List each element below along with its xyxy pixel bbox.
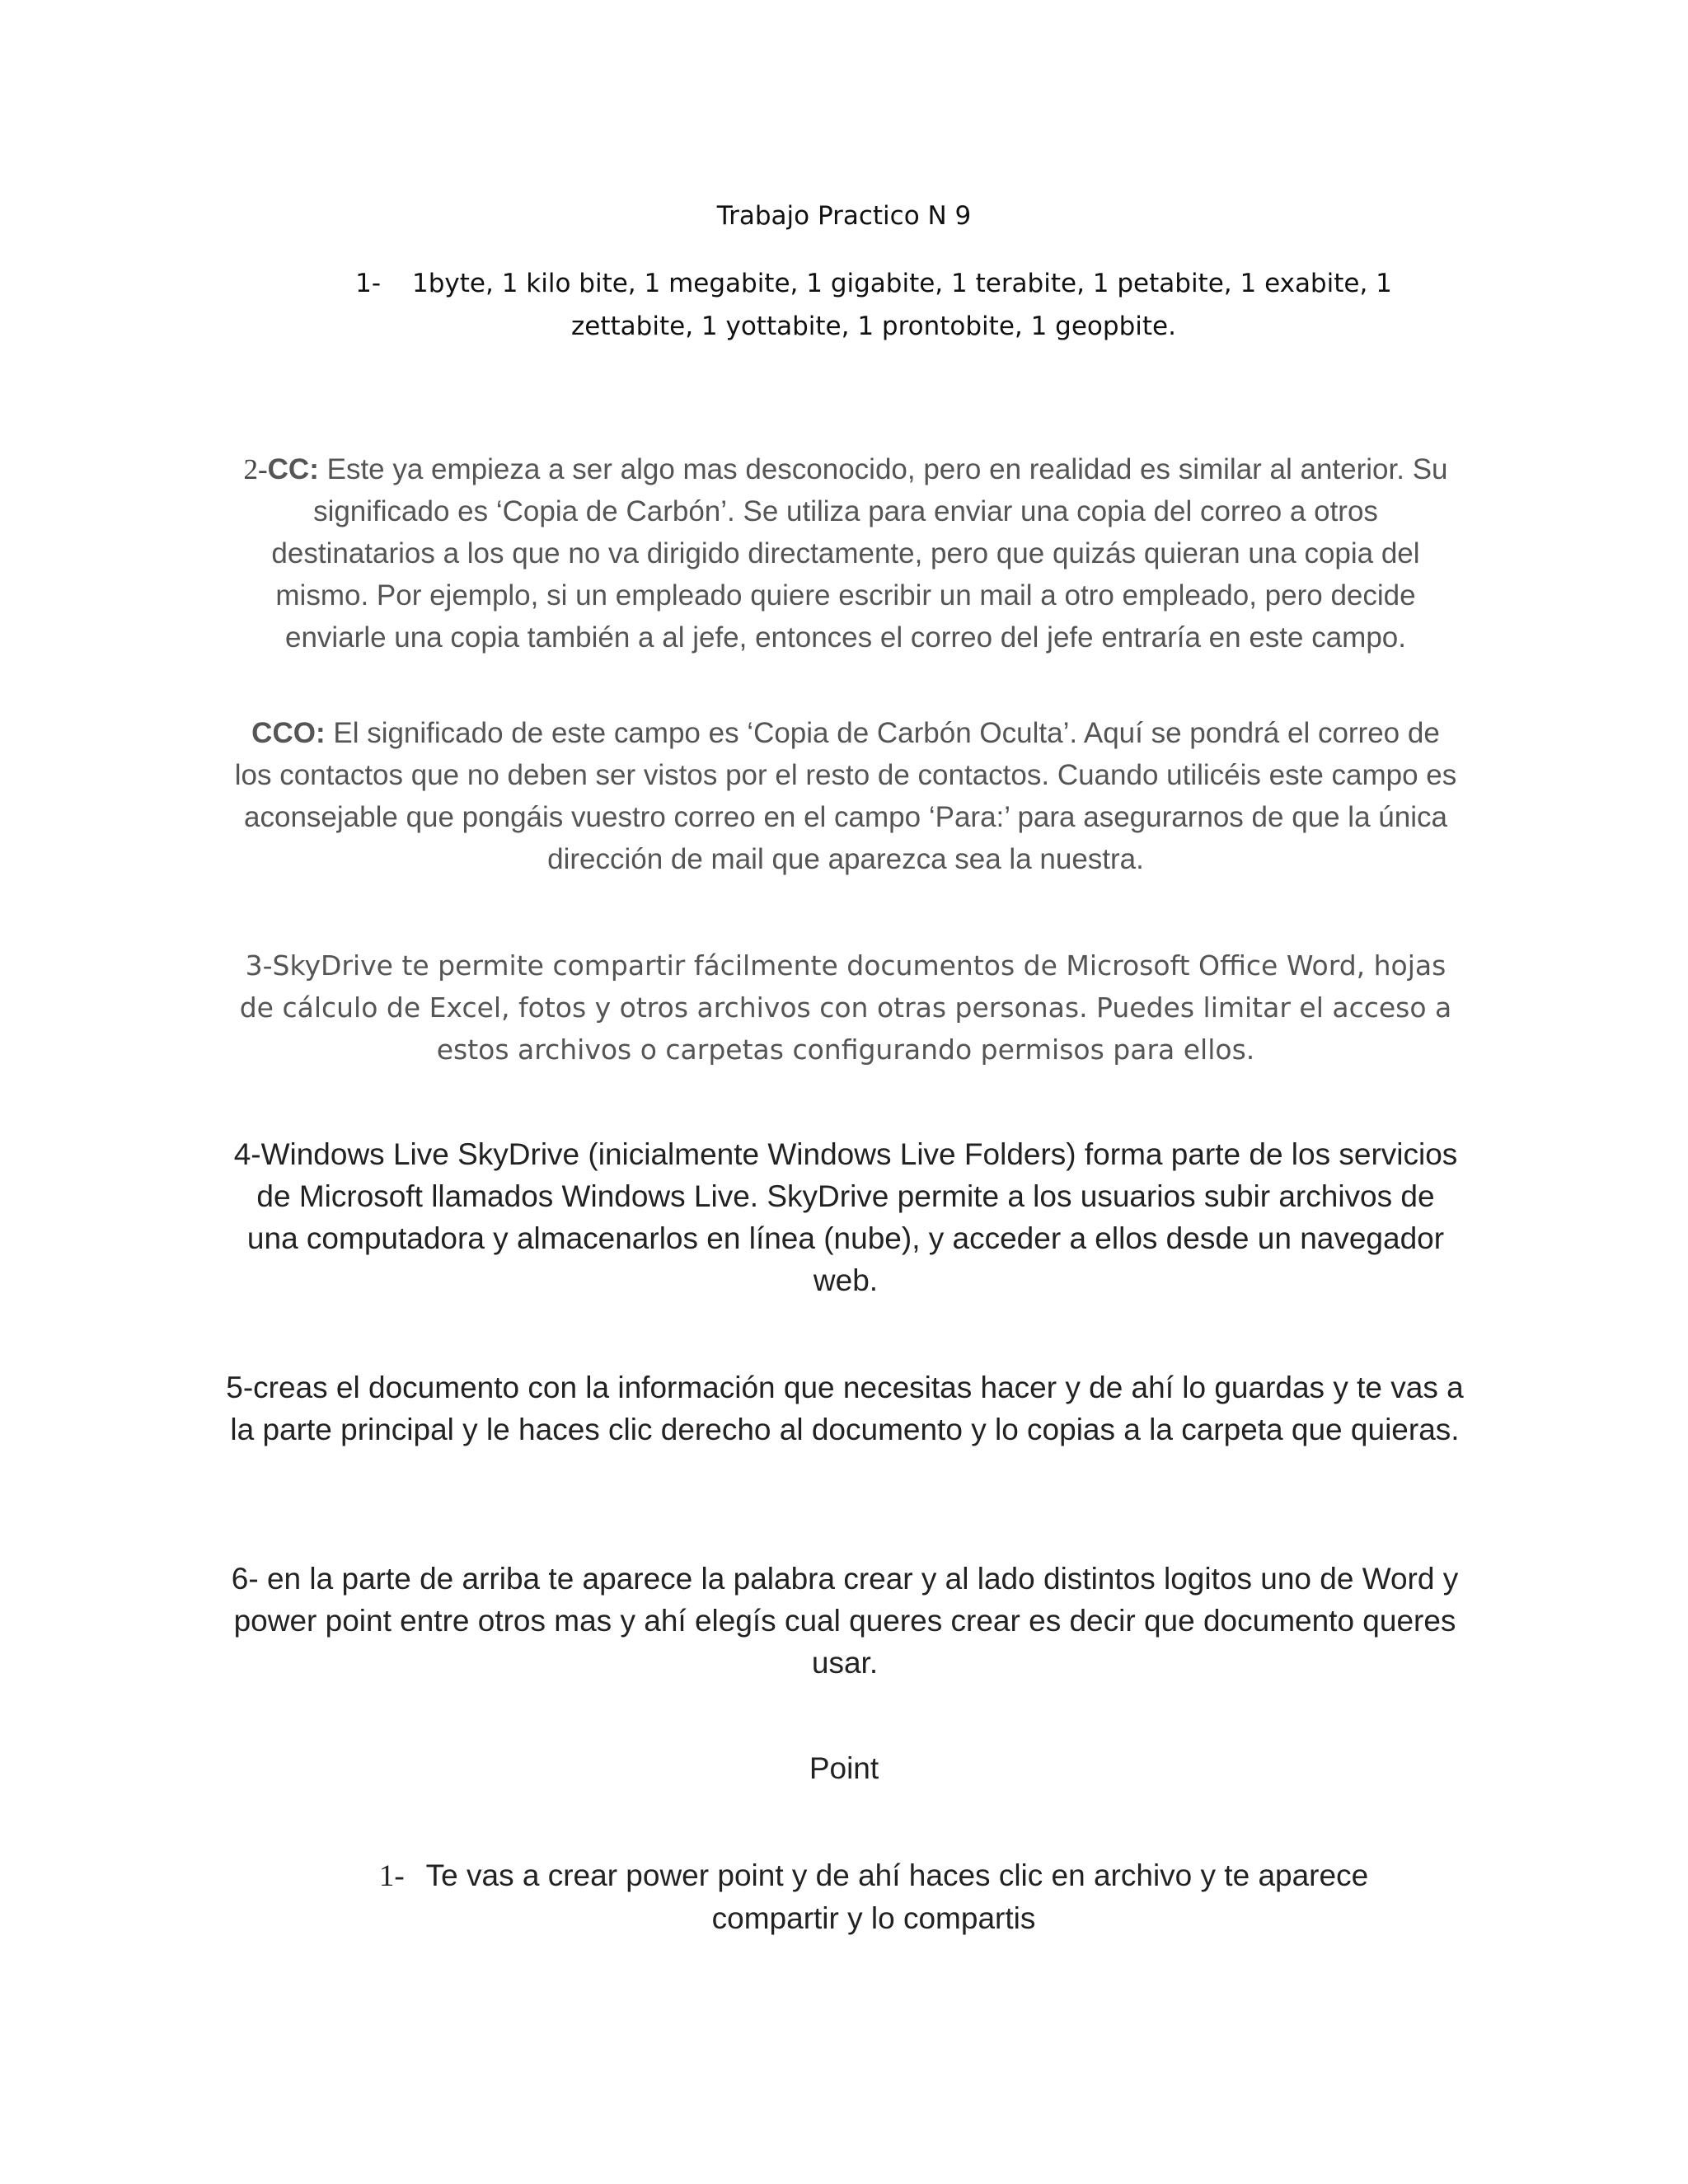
item-3: 3-SkyDrive te permite compartir fácilmente documentos de Microsoft Office Word, hojas de cálculo de Excel, fotos y otros archivos con otras personas. Puedes limitar el acceso a estos archivos o carpetas configurando permisos para ellos. [239,949,1452,1066]
cco-label: CCO: [251,717,326,749]
item-1 [305,262,1442,348]
point-item-1 [321,1854,1426,1939]
point-item-1-text: Te vas a crear power point y de ahí haces clic en archivo y te aparece compartir y lo compartis [425,1858,1369,1935]
item-4: 4-Windows Live SkyDrive (inicialmente Windows Live Folders) forma parte de los servicios de Microsoft llamados Windows Live. SkyDrive permite a los usuarios subir archivos de una computadora y almacenarlos en línea (nube), y acceder a ellos desde un navegador web. [233,1137,1458,1297]
item-2-cc [229,448,1462,658]
item-1-text: 1byte, 1 kilo bite, 1 megabite, 1 gigabite, 1 terabite, 1 petabite, 1 exabite, 1 zettabite, 1 yottabite, 1 prontobite, 1 geopbite. [412,269,1392,341]
document-title: Trabajo Practico N 9 [716,201,972,231]
item-5: 5-creas el documento con la información que necesitas hacer y de ahí lo guardas y te vas a la parte principal y le haces clic derecho al documento y lo copias a la carpeta que quieras. [226,1371,1464,1446]
item-2-label: CC: [267,453,319,485]
cco-text: El significado de este campo es ‘Copia de Carbón Oculta’. Aquí se pondrá el correo de los contactos que no deben ser vistos por el resto de contactos. Cuando utilicéis este campo es aconsejable que pongáis vuestro correo en el campo ‘Para:’ para asegurarnos de que la única dirección de mail que aparezca sea la nuestra. [234,717,1457,875]
item-2-prefix: 2- [243,453,268,485]
point-item-1-number: 1- [378,1859,405,1893]
point-heading: Point [809,1751,879,1785]
item-2-cco [229,712,1462,880]
item-1-number: 1- [355,269,382,298]
item-6: 6- en la parte de arriba te aparece la palabra crear y al lado distintos logitos uno de Word y power point entre otros mas y ahí elegís cual queres crear es decir que documento queres usar. [231,1562,1459,1680]
item-2-text: Este ya empieza a ser algo mas desconocido, pero en realidad es similar al anterior. Su significado es ‘Copia de Carbón’. Se utiliza para enviar una copia del correo a otros destinatarios a los que no va dirigido directamente, pero que quizás quieran una copia del mismo. Por ejemplo, si un empleado quiere escribir un mail a otro empleado, pero decide enviarle una copia también a al jefe, entonces el correo del jefe entraría en este campo. [271,453,1448,654]
